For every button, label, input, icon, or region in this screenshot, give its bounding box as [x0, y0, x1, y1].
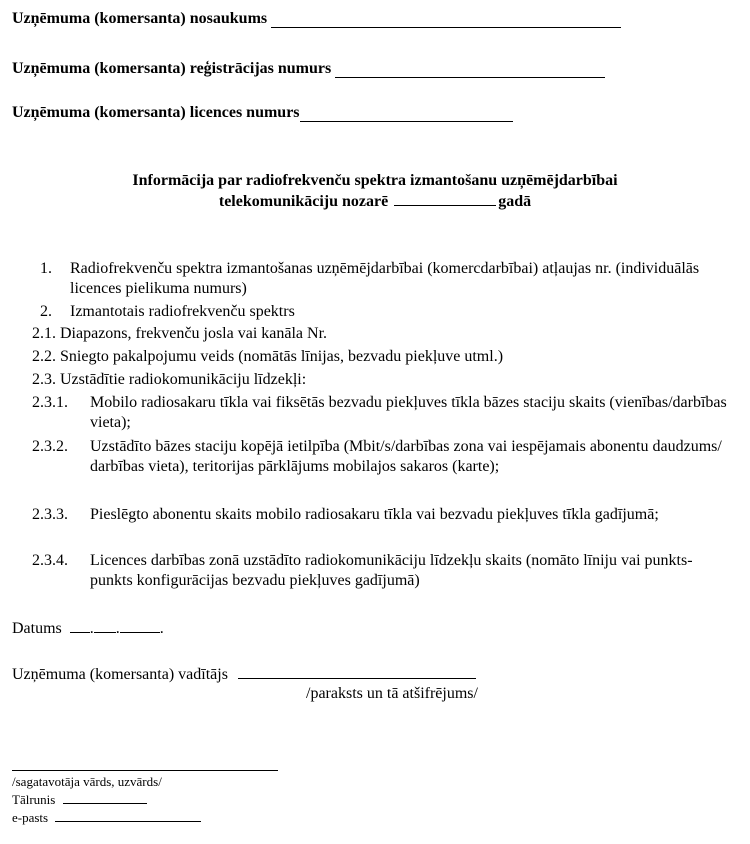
phone-field	[12, 792, 147, 808]
registration-number-label: Uzņēmuma (komersanta) reģistrācijas numurs	[12, 60, 332, 77]
item-number: 2.3.	[32, 371, 56, 388]
date-separator: .	[159, 620, 164, 637]
email-label: e-pasts	[12, 810, 49, 825]
company-name-field	[12, 10, 621, 28]
email-field	[12, 810, 201, 826]
email-blank[interactable]	[55, 811, 201, 822]
item-text: Licences darbības zonā uzstādīto radiokomunikāciju līdzekļu skaits (nomāto līniju vai punkts-punkts konfigurācijas bezvadu piekļuves gadījumā)	[90, 552, 693, 589]
item-number: 2.1.	[32, 325, 56, 342]
title-line-1: Informācija par radiofrekvenču spektra izmantošanu uzņēmējdarbībai	[132, 172, 618, 189]
date-separator: .	[115, 620, 120, 637]
date-year-blank[interactable]	[120, 620, 160, 633]
title-line-2-text: telekomunikāciju nozarē	[218, 193, 389, 210]
date-day-blank[interactable]	[70, 620, 90, 633]
title-line-2	[0, 191, 750, 212]
license-number-blank[interactable]	[300, 107, 513, 122]
list-item	[32, 347, 732, 367]
company-name-label: Uzņēmuma (komersanta) nosaukums	[12, 10, 268, 27]
item-text: Pieslēgto abonentu skaits mobilo radiosakaru tīkla vai bezvadu piekļuves tīkla gadījumā;	[90, 506, 659, 523]
item-text: Mobilo radiosakaru tīkla vai fiksētās bezvadu piekļuves tīkla bāzes staciju skaits (vienības/darbības vieta);	[90, 394, 727, 431]
item-number: 2.2.	[32, 348, 56, 365]
item-text: Uzstādīto bāzes staciju kopējā ietilpība (Mbit/s/darbības zona vai iespējamais abonentu daudzums/ darbības vieta), teritorijas pārklājums mobilajos sakaros (karte);	[90, 438, 722, 475]
date-label: Datums	[12, 620, 62, 637]
item-number: 2.3.2.	[32, 438, 68, 455]
list-item	[32, 370, 732, 390]
preparer-caption: /sagatavotāja vārds, uzvārds/	[12, 774, 162, 789]
manager-field	[12, 664, 476, 684]
registration-number-field	[12, 60, 605, 78]
item-text: Sniegto pakalpojumu veids (nomātās līnijas, bezvadu piekļuve utml.)	[60, 348, 504, 365]
item-text: Uzstādītie radiokomunikāciju līdzekļi:	[60, 371, 307, 388]
registration-number-blank[interactable]	[335, 63, 605, 78]
item-number: 2.3.4.	[32, 552, 68, 569]
preparer-signature-line[interactable]	[12, 770, 278, 771]
title-line-2-suffix: gadā	[498, 193, 532, 210]
item-text: Diapazons, frekvenču josla vai kanāla Nr.	[60, 325, 328, 342]
item-number: 2.3.1.	[32, 394, 68, 411]
license-number-field	[12, 104, 513, 122]
license-number-label: Uzņēmuma (komersanta) licences numurs	[12, 104, 300, 121]
list-item	[32, 437, 744, 497]
list-item	[40, 259, 740, 299]
item-number: 1.	[40, 260, 52, 277]
item-text: Izmantotais radiofrekvenču spektrs	[70, 303, 295, 320]
date-month-blank[interactable]	[94, 620, 116, 633]
list-item	[32, 551, 744, 591]
item-number: 2.	[40, 303, 52, 320]
phone-blank[interactable]	[63, 793, 147, 804]
manager-signature-blank[interactable]	[238, 664, 476, 679]
manager-label: Uzņēmuma (komersanta) vadītājs	[12, 666, 228, 683]
list-item	[32, 393, 744, 433]
date-field	[12, 620, 164, 638]
item-number: 2.3.3.	[32, 506, 68, 523]
company-name-blank[interactable]	[271, 13, 621, 28]
phone-label: Tālrunis	[12, 792, 56, 807]
signature-caption: /paraksts un tā atšifrējums/	[306, 685, 478, 702]
date-separator: .	[89, 620, 94, 637]
list-item	[40, 302, 740, 322]
form-title	[0, 170, 750, 212]
item-text: Radiofrekvenču spektra izmantošanas uzņēmējdarbībai (komercdarbībai) atļaujas nr. (individuālās licences pielikuma numurs)	[70, 260, 700, 297]
list-item	[32, 324, 732, 344]
year-blank[interactable]	[394, 193, 496, 206]
list-item	[32, 505, 744, 545]
